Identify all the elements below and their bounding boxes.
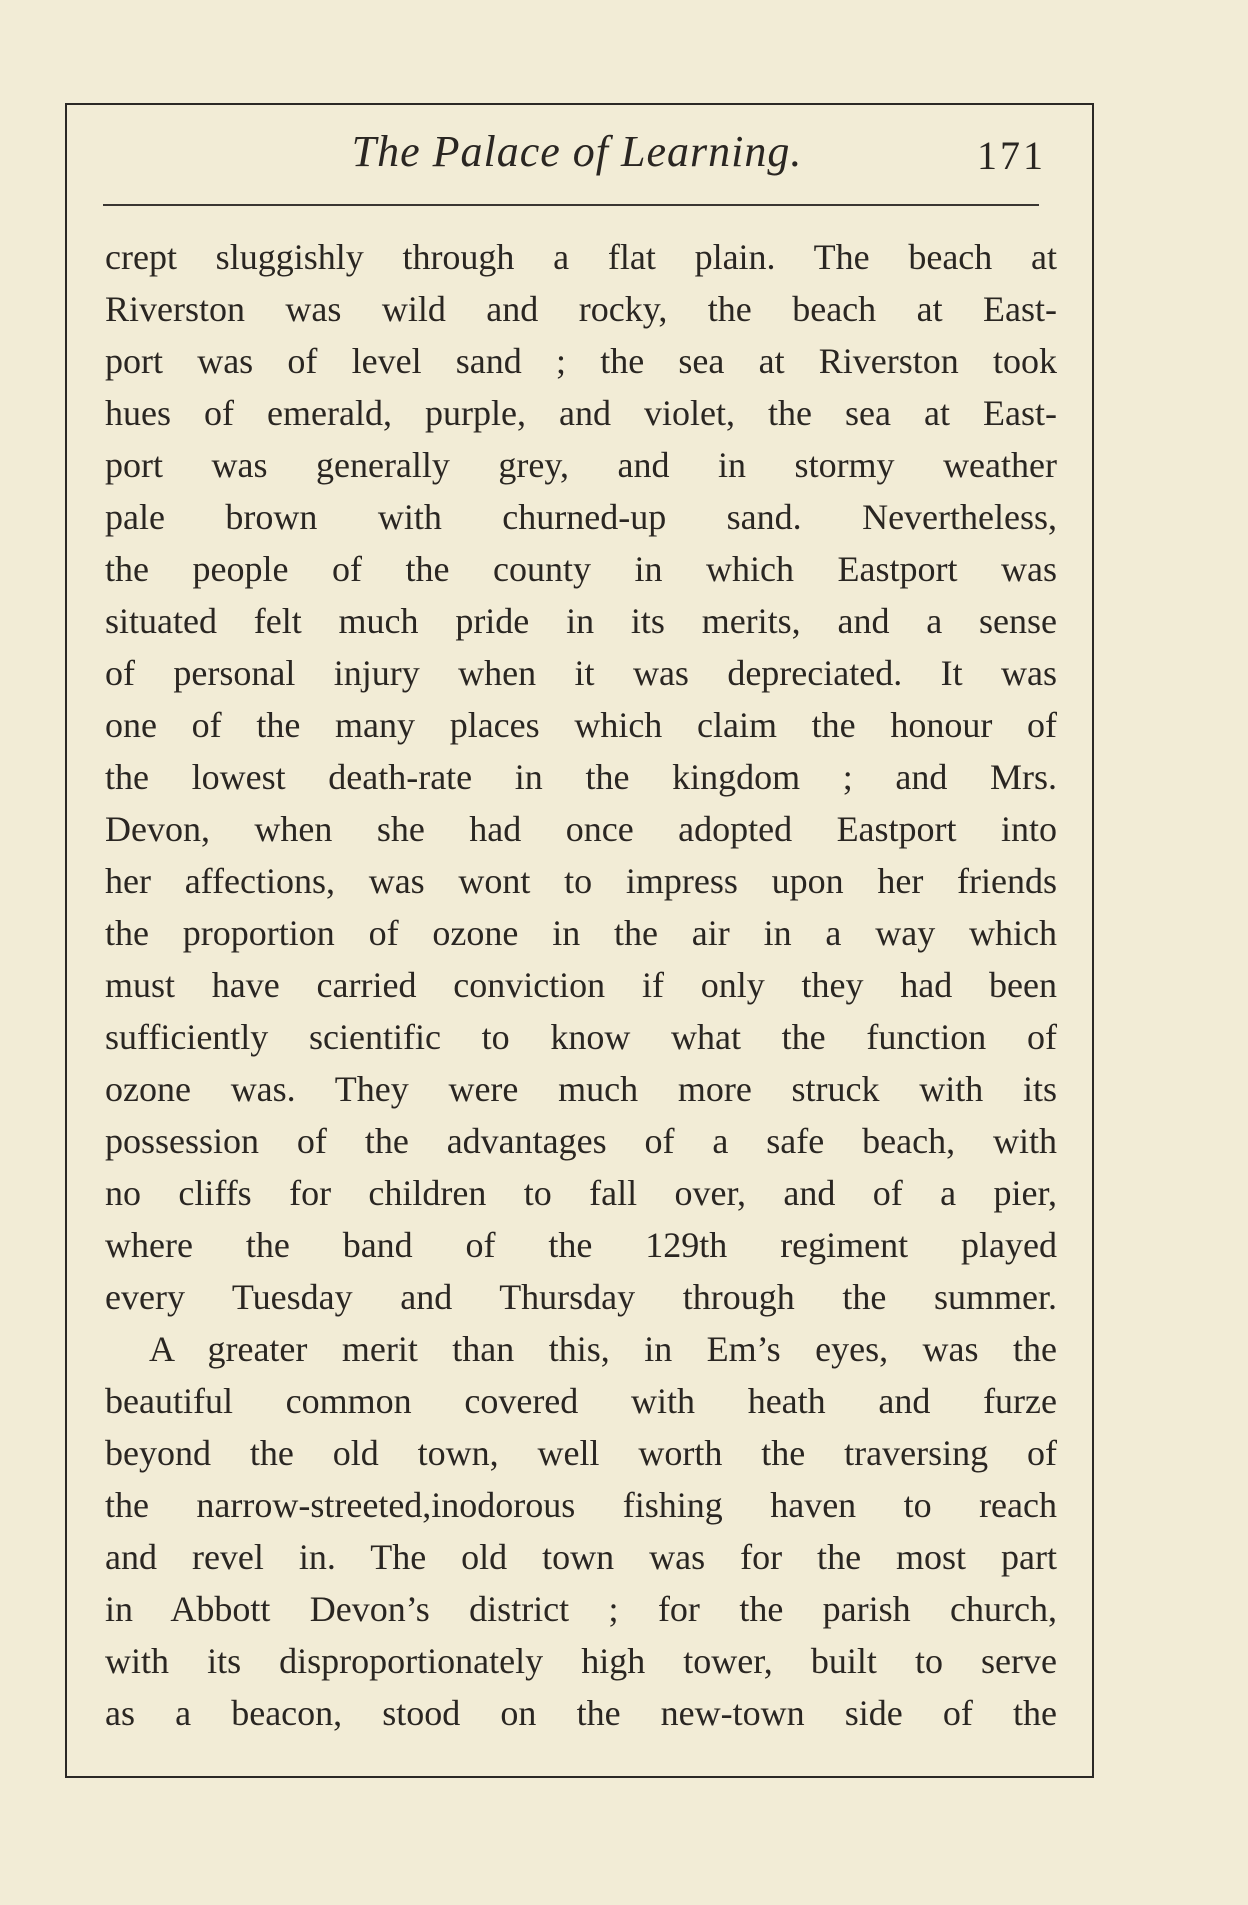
page-number: 171 <box>977 133 1046 178</box>
text-line: the narrow-streeted,inodorous fishing haven to reach <box>105 1485 1057 1525</box>
text-line: the lowest death-rate in the kingdom ; and Mrs. <box>105 757 1057 797</box>
text-line: Riverston was wild and rocky, the beach at East- <box>105 289 1057 329</box>
text-line: Devon, when she had once adopted Eastport into <box>105 809 1057 849</box>
text-line: in Abbott Devon’s district ; for the parish church, <box>105 1589 1057 1629</box>
text-line: the people of the county in which Eastport was <box>105 549 1057 589</box>
text-line: every Tuesday and Thursday through the summer. <box>105 1277 1057 1317</box>
text-line: as a beacon, stood on the new-town side of the <box>105 1693 1057 1733</box>
body-text <box>105 231 1057 1739</box>
text-line: ozone was. They were much more struck with its <box>105 1069 1057 1109</box>
text-line: the proportion of ozone in the air in a way which <box>105 913 1057 953</box>
text-line: possession of the advantages of a safe beach, with <box>105 1121 1057 1161</box>
running-title: The Palace of Learning. <box>351 127 803 176</box>
text-line: crept sluggishly through a flat plain. The beach at <box>105 237 1057 277</box>
text-line: port was generally grey, and in stormy weather <box>105 445 1057 485</box>
text-line: of personal injury when it was depreciated. It was <box>105 653 1057 693</box>
text-line: where the band of the 129th regiment played <box>105 1225 1057 1265</box>
text-line: port was of level sand ; the sea at Riverston took <box>105 341 1057 381</box>
text-line: her affections, was wont to impress upon her friends <box>105 861 1057 901</box>
text-line: no cliffs for children to fall over, and of a pier, <box>105 1173 1057 1213</box>
text-line: with its disproportionately high tower, built to serve <box>105 1641 1057 1681</box>
text-line: sufficiently scientific to know what the function of <box>105 1017 1057 1057</box>
text-line: hues of emerald, purple, and violet, the sea at East- <box>105 393 1057 433</box>
text-line: pale brown with churned-up sand. Nevertheless, <box>105 497 1057 537</box>
running-header <box>100 122 1054 192</box>
header-rule <box>103 204 1039 206</box>
paragraph-first-line: A greater merit than this, in Em’s eyes, was the <box>149 1329 1057 1369</box>
text-line: situated felt much pride in its merits, and a sense <box>105 601 1057 641</box>
text-line: must have carried conviction if only they had been <box>105 965 1057 1005</box>
text-line: one of the many places which claim the honour of <box>105 705 1057 745</box>
text-line: and revel in. The old town was for the most part <box>105 1537 1057 1577</box>
text-line: beyond the old town, well worth the traversing of <box>105 1433 1057 1473</box>
text-line: beautiful common covered with heath and furze <box>105 1381 1057 1421</box>
